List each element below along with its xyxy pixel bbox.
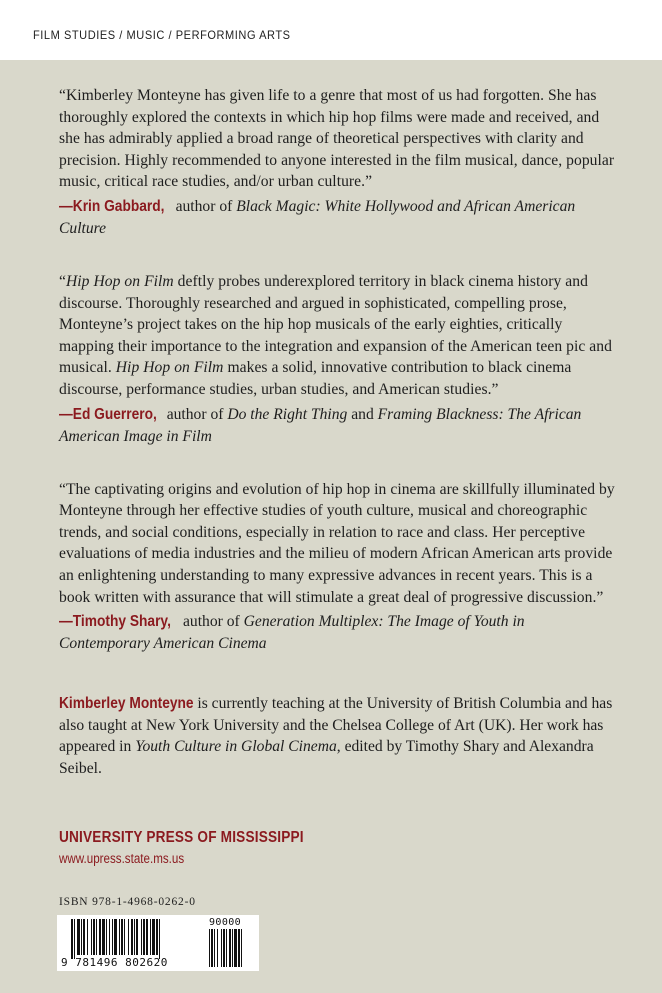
barcode-bar — [106, 919, 107, 955]
quote-book-title: Hip Hop on Film — [115, 359, 224, 377]
isbn-label: ISBN 978-1-4968-0262-0 — [59, 896, 196, 908]
barcode-bar — [131, 919, 133, 955]
barcode-bar — [143, 919, 145, 955]
barcode-addon-bar — [232, 929, 233, 967]
blurb-shary — [59, 479, 619, 656]
barcode-addon-bar — [234, 929, 237, 967]
barcode-bar — [134, 919, 135, 955]
blurb-attribution — [59, 404, 619, 448]
barcode-bar — [74, 919, 75, 959]
barcode-bar — [136, 919, 138, 955]
quote-text: deftly probes underexplored territory in black cinema history and discourse. Thoroughly researched and argued in sophisticated, compelling prose, Monteyne’s project takes on the hip hop musicals of the early eighties, critically mapping their importance to the integration and expansion of the American teen pic and musical. — [59, 272, 612, 377]
barcode-bar — [71, 919, 73, 959]
barcode-addon-bar — [211, 929, 213, 967]
barcode-bar — [114, 919, 117, 955]
barcode-bar — [83, 919, 85, 955]
quote-book-title: Hip Hop on Film — [65, 272, 174, 290]
barcode — [57, 915, 259, 971]
blurb-attribution — [59, 196, 619, 240]
barcode-bar — [124, 919, 125, 955]
barcode-bar — [128, 919, 129, 955]
barcode-bar — [87, 919, 88, 955]
barcode-bar — [141, 919, 142, 955]
author-bio — [59, 693, 619, 779]
attribution-text: and — [347, 405, 378, 423]
bio-book-title: Youth Culture in Global Cinema — [135, 738, 337, 756]
barcode-addon-number: 90000 — [209, 917, 242, 928]
blurb-gabbard — [59, 85, 619, 240]
barcode-bar — [102, 919, 105, 955]
blurbs-section — [59, 85, 619, 779]
barcode-bar — [156, 919, 158, 955]
blurb-quote: “Kimberley Monteyne has given life to a genre that most of us had forgotten. She has thoroughly explored the contexts in which hip hop films were made and received, and she has admirably applied a broad range of theoretical perspectives with clarity and precision. Highly recommended to anyone interested in the film musical, dance, popular music, critical race studies, and/or urban culture.” — [59, 87, 615, 191]
attribution-text: author of — [171, 197, 237, 215]
barcode-bar — [146, 919, 148, 955]
barcode-addon-bar — [209, 929, 210, 967]
open-quote: “ — [59, 272, 66, 290]
barcode-addon-bar — [223, 929, 225, 967]
barcode-bar — [159, 919, 160, 959]
blurb-quote — [59, 271, 619, 401]
barcode-number: 9 781496 802620 — [61, 956, 168, 969]
barcode-addon-bar — [229, 929, 231, 967]
barcode-addon-bar — [226, 929, 227, 967]
blurb-quote: “The captivating origins and evolution of hip hop in cinema are skillfully illuminated by Monteyne through her effective studies of youth culture, musical and choreographic trends, and social conditions, especially in relation to race and class. Her perceptive evaluations of media industries and the milieu of modern African American arts provide an enlightening understanding to many expressive advances in recent years. This is a book written with assurance that will stimulate a great deal of progressive discussion.” — [59, 480, 615, 606]
category-label: FILM STUDIES / MUSIC / PERFORMING ARTS — [33, 28, 291, 42]
barcode-addon-bar — [217, 929, 218, 967]
publisher-url[interactable]: www.upress.state.ms.us — [59, 851, 185, 866]
blurb-book-title: Generation Multiplex: The Image of Youth in Contemporary American Cinema — [59, 613, 525, 653]
barcode-addon-bar — [214, 929, 215, 967]
barcode-addon-bar — [241, 929, 242, 967]
barcode-bar — [81, 919, 82, 955]
barcode-bar — [121, 919, 123, 955]
blurb-author-name: —Ed Guerrero, — [59, 405, 157, 423]
barcode-bar — [91, 919, 92, 955]
barcode-bar — [93, 919, 95, 955]
attribution-text: author of — [179, 613, 244, 631]
blurb-book-title: Black Magic: White Hollywood and African American Culture — [59, 197, 576, 237]
barcode-bar — [112, 919, 113, 955]
quote-text: makes a solid, innovative contribution to black cinema discourse, performance studies, urban studies, and American studies.” — [59, 359, 572, 398]
publisher-name: UNIVERSITY PRESS OF MISSISSIPPI — [59, 829, 304, 846]
blurb-author-name: —Timothy Shary, — [59, 613, 171, 631]
barcode-bar — [150, 919, 151, 955]
blurb-book-title: Framing Blackness: The African American Image in Film — [59, 405, 582, 445]
barcode-bar — [77, 919, 80, 955]
blurb-author-name: —Krin Gabbard, — [59, 197, 165, 215]
barcode-addon-bar — [238, 929, 240, 967]
barcode-bar — [152, 919, 155, 955]
bio-text: , edited by Timothy Shary and Alexandra Seibel. — [59, 738, 594, 777]
category-bar — [0, 0, 662, 60]
blurb-attribution — [59, 611, 619, 655]
barcode-bar — [119, 919, 120, 955]
barcode-bar — [109, 919, 110, 955]
blurb-guerrero — [59, 271, 619, 448]
attribution-text: author of — [162, 405, 228, 423]
author-name: Kimberley Monteyne — [59, 695, 194, 713]
blurb-book-title: Do the Right Thing — [227, 405, 348, 423]
barcode-bar — [96, 919, 97, 955]
barcode-bar — [99, 919, 101, 955]
bio-text: is currently teaching at the University of British Columbia and has also taught at New York University and the Chelsea College of Art (UK). Her work has appeared in — [59, 695, 613, 756]
barcode-addon-bar — [221, 929, 222, 967]
